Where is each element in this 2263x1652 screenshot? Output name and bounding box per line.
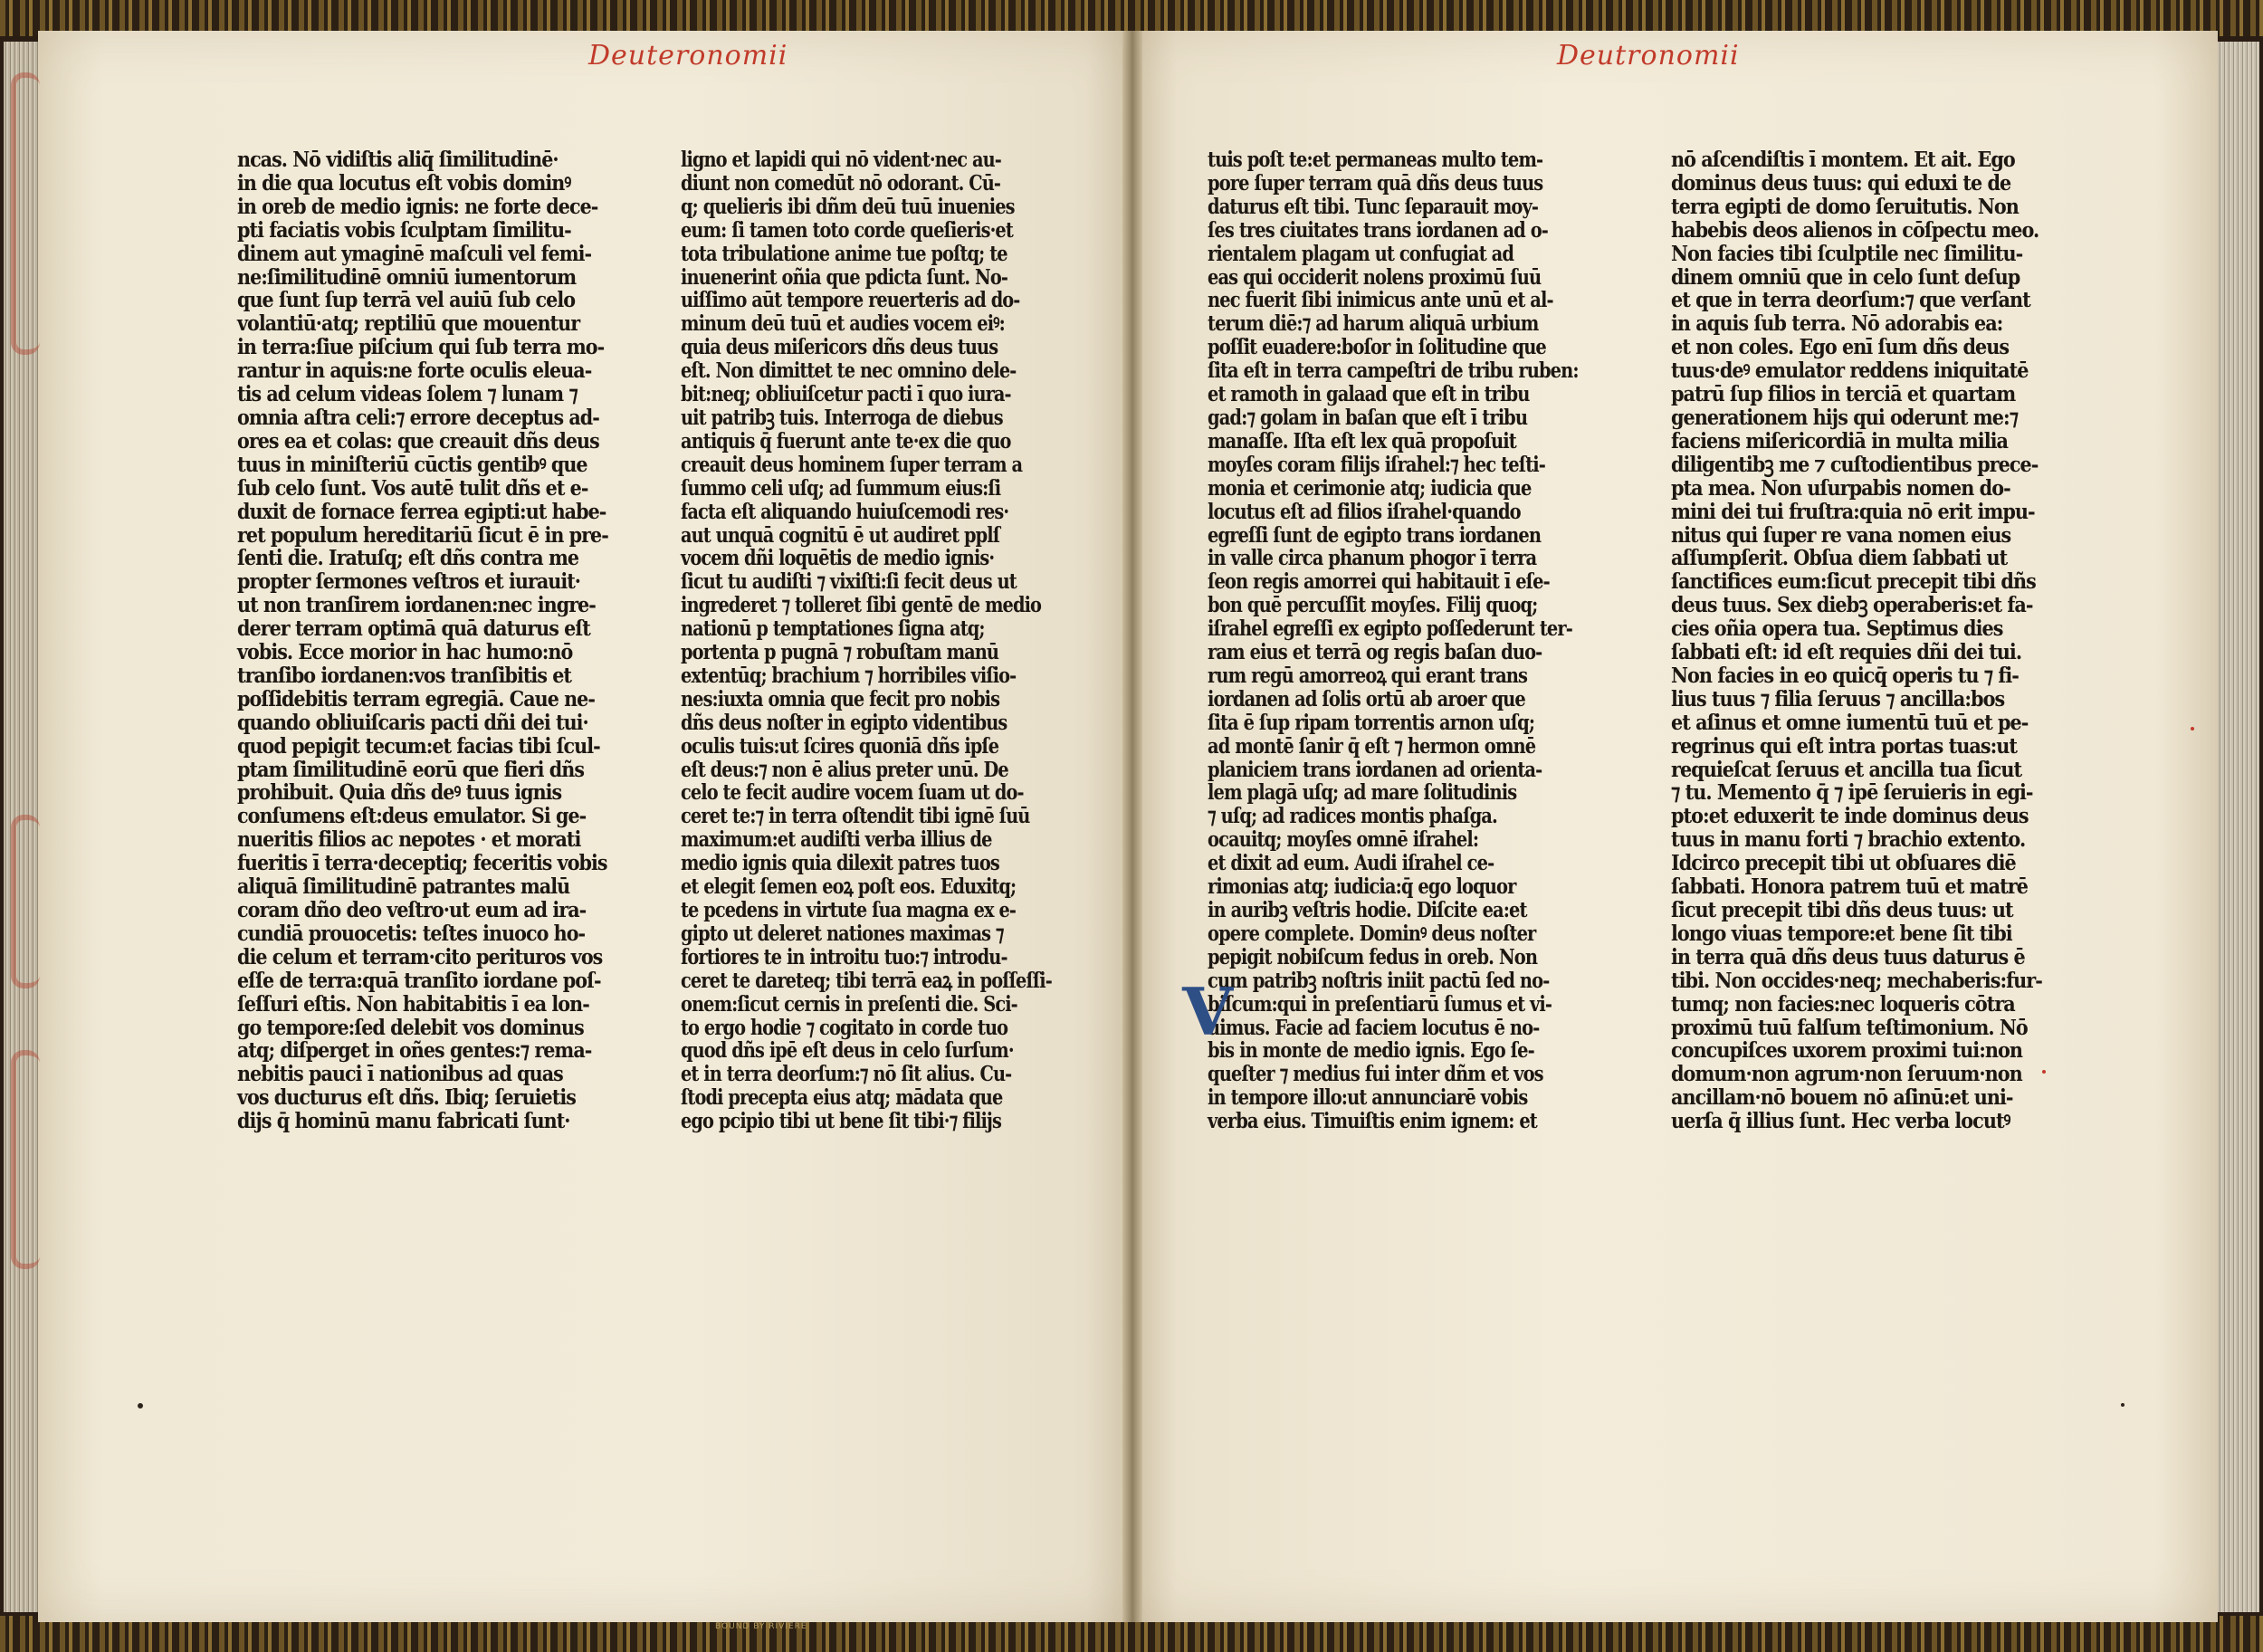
text-column-4: nō aſcendiſtis ī montem. Et ait. Ego dominus deus tuus: qui eduxi te terra egipti de domo ſeruitutis. Non habebis deos alienos in cōſpectu Non facies tibi ſculptile nec ſimilitu- dinem omniū que in celo ſunt deſup et que in terra deorſum:⁊ que verſant in aquis ſub terra. Nō adorabis ea: et non coles. Ego enī ſum dñs deus tuus·deꝰ emulator reddens iniquitatē patrū ſup filios in terciā et quartam generationem hijs qui oderunt me:⁊ faciens miſericordiā in multa milia diligentibꝫ me ⁊ cuſtodientibus pta mea. Non uſurpabis nomen do- mini dei tui fruſtra:quia nō erit nitus qui ſuper re vana nomen eius aſſumpſerit. Obſua diem ſabbati ut ſanctifices eum:ſicut precepit tibi deus tuus. Sex diebꝫ operaberis:et cies oñia opera tua. Septimus dies ſabbati eſt: id eſt requies dñi dei Non facies in eo quicq̄ operis tu ⁊ lius tuus ⁊ filia ſeruus ⁊ ancilla:bos et aſinus et omne iumentū tuū et regrinus qui eſt intra portas tuas:ut requieſcat ſeruus et ancilla tua ⁊ tu. Memento q̄ ⁊ ipē ſeruieris in pto:et eduxerit te inde dominus tuus in manu forti ⁊ brachio extento. Idcirco precepit tibi ut obſuares ſabbati. Honora patrem tuū et matrē ſicut precepit tibi dñs deus tuus: longo viuas tempore:et bene ſit tibi in terra quā dñs deus tuus daturus tibi. Non occides·neq; mechaberis:fur- tumq; non facies:nec loqueris cōtra proximū tuū falſum teſtimonium. concupiſces uxorem proximi tui:non domum·non agrum·non ſeruum·non ancillam·nō bouem nō aſinū:et uni- uerſa q̄ illius ſunt. Hec verba locutꝰ xyxy=(1671,147,2042,1134)
red-mark xyxy=(2191,727,2194,731)
running-head-right: Deutronomii xyxy=(1557,40,1740,72)
right-page-edges xyxy=(2218,42,2259,1612)
bleed-through-ornament xyxy=(11,815,40,988)
bleed-through-ornament xyxy=(11,72,40,355)
page-dot xyxy=(138,1403,143,1408)
text-column-2: ligno et lapidi qui nō vident·nec diunt non comedūt nō odorant. Cū- q; quelieris ibi dñm deū tuū inuenies eum: ſi tamen toto corde queſieris·et tota tribulatione anime tue poſtq; inuenerint oñia que pdicta ſunt. uiſſimo aūt tempore reuerteris ad minum deū tuū et audies vocem quia deus miſericors dñs deus tuus eſt. Non dimittet te nec omnino bit:neq; obliuiſcetur pacti ī quo uit patribꝫ tuis. Interroga de diebus antiquis q̄ fuerunt ante te·ex die creauit deus hominem ſuper terram ſummo celi uſq; ad ſummum eius:ſi facta eſt aliquando huiuſcemodi aut unquā cognitū ē ut audiret pplſ vocem dñi loquētis de medio ignis· ſicut tu audiſti ⁊ vixiſti:ſi fecit deus ingrederet ⁊ tolleret ſibi gentē de nationū p temptationes ſigna atq; portenta p pugnā ⁊ robuſtam manū extentūq; brachium ⁊ horribiles nes:iuxta omnia que fecit pro nobis dñs deus noſter in egipto videntibus oculis tuis:ut ſcires quoniā dñs ipſe eſt deus:⁊ non ē alius preter unū. celo te fecit audire vocem ſuam ut ceret te:⁊ in terra oſtendit tibi ignē maximum:et audiſti verba illius de medio ignis quia dilexit patres tuos et elegit ſemen eoꝝ poſt eos. Eduxitq; te pcedens in virtute ſua magna ex gipto ut deleret nationes maximas fortiores te in introitu tuo:⁊ introdu- ceret te dareteq; tibi terrā eaꝝ in onem:ſicut cernis in preſenti die. to ergo hodie ⁊ cogitato in corde quod dñs ipē eſt deus in celo ſurſum· et in terra deorſum:⁊ nō ſit alius. ſtodi precepta eius atq; mādata que ego pcipio tibi ut bene ſit tibi·⁊ filijs xyxy=(681,147,1017,1134)
bleed-through-ornament xyxy=(11,1050,40,1269)
binder-stamp: BOUND BY RIVIERE xyxy=(715,1622,807,1631)
illuminated-initial: V xyxy=(1182,973,1233,1050)
text-column-1: ncas. Nō vidiſtis aliq̄ ſimilitudinē· in die qua locutus eſt vobis dominꝰ in oreb de medio ignis: ne forte pti faciatis vobis ſculptam ſimilitu- dinem aut ymaginē maſculi vel ne:ſimilitudinē omniū iumentorum que ſunt ſup terrā vel auiū ſub celo volantiū·atq; reptiliū que mouentur in terra:ſiue piſcium qui ſub terra rantur in aquis:ne forte oculis eleua- tis ad celum videas ſolem ⁊ lunam omnia aſtra celi:⁊ errore deceptus ores ea et colas: que creauit dñs tuus in miniſteriū cūctis gentibꝰ ſub celo ſunt. Vos autē tulit dñs et duxit de fornace ferrea egipti:ut ret populum hereditariū ſicut ē in ſenti die. Iratuſq; eſt dñs contra me propter ſermones veſtros et iurauit· ut non tranſirem iordanen:nec derer terram optimā quā daturus vobis. Ecce morior in hac humo:nō tranſibo iordanen:vos tranſibitis et poſſidebitis terram egregiā. Caue quando obliuiſcaris pacti dñi dei quod pepigit tecum:et facias tibi ptam ſimilitudinē eorū que fieri prohibuit. Quia dñs deꝰ tuus ignis conſumens eſt:deus emulator. Si nueritis filios ac nepotes · et morati fueritis ī terra·deceptiq; feceritis aliquā ſimilitudinē patrantes malū coram dño deo veſtro·ut eum ad cundiā prouocetis: teſtes inuoco die celum et terram·cito perituros eſſe de terra:quā tranſito iordane ſeſſuri eſtis. Non habitabitis ī ea go tempore:ſed delebit vos dominus atq; diſperget in oñes gentes:⁊ rema- nebitis pauci ī nationibus ad quas vos ducturus eſt dñs. Ibiq; ſeruietis dijs q̄ hominū manu fabricati ſunt· xyxy=(237,147,592,1134)
red-mark xyxy=(2042,1070,2046,1074)
book-gutter xyxy=(1122,31,1142,1622)
running-head-left: Deuteronomii xyxy=(588,40,788,72)
text-column-3: tuis poſt te:et permaneas multo pore ſuper terram quā dñs deus daturus eſt tibi. Tunc ſeparauit ſes tres ciuitates trans iordanen ad rientalem plagam ut confugiat ad eas qui occiderit nolens proximū nec fuerit ſibi inimicus ante unū terum diē:⁊ ad harum aliquā urbium poſſit euadere:boſor in ſolitudine ſita eſt in terra campeſtri de tribu et ramoth in galaad que eſt in tribu gad:⁊ golam in baſan que eſt ī tribu manaſſe. Iſta eſt lex quā propoſuit moyſes coram filijs iſrahel:⁊ hec monia et cerimonie atq; iudicia que locutus eſt ad filios iſrahel·quando egreſſi ſunt de egipto trans iordanen in valle circa phanum phogor ī terra ſeon regis amorrei qui habitauit ī bon quē percuſſit moyſes. Filij quoq; iſrahel egreſſi ex egipto poſſederunt ram eius et terrā og regis baſan rum regū amorreoꝝ qui erant trans iordanen ad ſolis ortū ab aroer que ſita ē ſup ripam torrentis arnon ad montē ſanir q̄ eſt ⁊ hermon omnē planiciem trans iordanen ad orienta- lem plagā uſq; ad mare ſolitudinis ⁊ uſq; ad radices montis phaſga. ocauitq; moyſes omnē iſrahel: et dixit ad eum. Audi iſrahel ce- rimonias atq; iudicia:q̄ ego loquor in auribꝫ veſtris hodie. Diſcite ea:et opere complete. Dominꝰ deus noſter pepigit nobiſcum fedus in oreb. cum patribꝫ noſtris iniit pactū ſed biſcum:qui in preſentiarū ſumus uimus. Facie ad faciem locutus ē bis in monte de medio ignis. Ego queſter ⁊ medius fui inter dñm et in tempore illo:ut annunciarē vobis verba eius. Timuiſtis enim ignem: xyxy=(1208,147,1542,1134)
page-dot xyxy=(2121,1403,2125,1407)
